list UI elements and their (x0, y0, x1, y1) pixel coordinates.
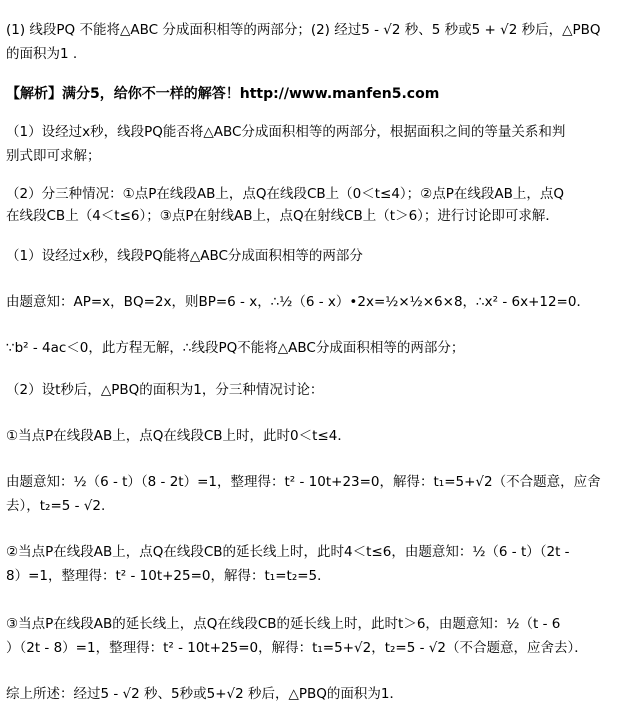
analysis-line-3: （2）分三种情况：①点P在线段AB上，点Q在线段CB上（0＜t≤4）；②点P在线段AB上，点Q (6, 186, 565, 202)
solution-part1-equation: 由题意知：AP=x，BQ=2x，则BP=6 - x，∴½（6 - x）•2x=½×½×6×8，∴x² - 6x+12=0． (6, 294, 590, 310)
case3-line-2: ）（2t - 8）=1，整理得：t² - 10t+25=0，解得：t₁=5+√2，t₂=5 - √2（不合题意，应舍去）． (6, 640, 588, 656)
case1-line-1: 由题意知：½（6 - t）（8 - 2t）=1，整理得：t² - 10t+23=0，解得：t₁=5+√2（不合题意，应舍 (6, 474, 601, 490)
analysis-line-2: 别式即可求解； (6, 148, 101, 164)
case2-line-1: ②当点P在线段AB上，点Q在线段CB的延长线上时，此时4＜t≤6，由题意知：½（6 - t）（2t - (6, 544, 570, 560)
analysis-line-1: （1）设经过x秒，线段PQ能否将△ABC分成面积相等的两部分，根据面积之间的等量关系和判 (6, 124, 566, 140)
analysis-heading: 【解析】满分5，给你不一样的解答！http://www.manfen5.com (6, 86, 440, 102)
answer-line-1: (1) 线段PQ 不能将△ABC 分成面积相等的两部分；(2) 经过5 - √2 秒、5 秒或5 + √2 秒后，△PBQ (6, 22, 601, 38)
answer-line-2: 的面积为1 . (6, 46, 78, 62)
summary-line: 综上所述：经过5 - √2 秒、5秒或5+√2 秒后，△PBQ的面积为1． (6, 686, 403, 702)
case1-line-2: 去），t₂=5 - √2. (6, 498, 106, 514)
analysis-line-4: 在线段CB上（4＜t≤6）；③点P在射线AB上，点Q在射线CB上（t＞6）；进行讨论即可求解． (6, 208, 559, 224)
solution-part1-conclusion: ∵b² - 4ac＜0，此方程无解，∴线段PQ不能将△ABC分成面积相等的两部分； (6, 340, 465, 356)
case1-heading: ①当点P在线段AB上，点Q在线段CB上时，此时0＜t≤4． (6, 428, 351, 444)
solution-part2-intro: （2）设t秒后，△PBQ的面积为1，分三种情况讨论： (6, 382, 324, 398)
solution-part1-intro: （1）设经过x秒，线段PQ能将△ABC分成面积相等的两部分 (6, 248, 363, 264)
case2-line-2: 8）=1，整理得：t² - 10t+25=0，解得：t₁=t₂=5． (6, 568, 331, 584)
case3-line-1: ③当点P在线段AB的延长线上，点Q在线段CB的延长线上时，此时t＞6，由题意知：½（t - 6 (6, 616, 561, 632)
